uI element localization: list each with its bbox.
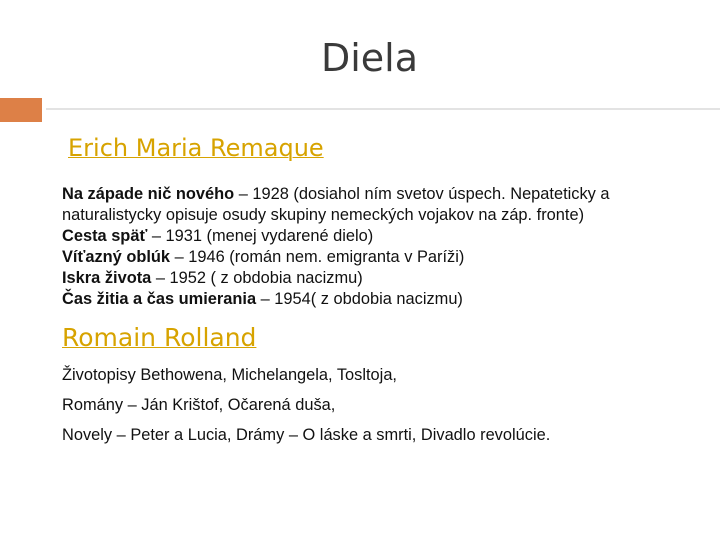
work-desc: – 1952 ( z obdobia nacizmu) bbox=[151, 269, 363, 287]
rolland-line: Novely – Peter a Lucia, Drámy – O láske a smrti, Divadlo revolúcie. bbox=[62, 426, 551, 444]
work-title: Víťazný oblúk bbox=[62, 248, 171, 266]
rolland-line: Životopisy Bethowena, Michelangela, Tosltoja, bbox=[62, 366, 397, 384]
work-item bbox=[62, 205, 610, 226]
work-title: Cesta späť bbox=[62, 227, 148, 245]
work-item bbox=[62, 268, 610, 289]
rolland-heading: Romain Rolland bbox=[62, 323, 257, 352]
work-title: Na západe nič nového bbox=[62, 185, 235, 203]
remarque-works-list bbox=[62, 184, 610, 310]
work-title: Čas žitia a čas umierania bbox=[62, 290, 257, 308]
work-desc: – 1946 (román nem. emigranta v Paríži) bbox=[170, 248, 465, 266]
remarque-heading: Erich Maria Remaque bbox=[68, 134, 324, 162]
rolland-line: Romány – Ján Krištof, Očarená duša, bbox=[62, 396, 336, 414]
slide-title: Diela bbox=[320, 36, 418, 80]
work-desc: – 1954( z obdobia nacizmu) bbox=[256, 290, 463, 308]
accent-bar bbox=[0, 98, 42, 122]
work-desc: naturalistycky opisuje osudy skupiny nemeckých vojakov na záp. fronte) bbox=[62, 206, 585, 224]
work-item bbox=[62, 247, 610, 268]
work-desc: – 1928 (dosiahol ním svetov úspech. Nepateticky a bbox=[234, 185, 610, 203]
work-item bbox=[62, 289, 610, 310]
work-item bbox=[62, 226, 610, 247]
work-title: Iskra života bbox=[62, 269, 152, 287]
work-desc: – 1931 (menej vydarené dielo) bbox=[147, 227, 374, 245]
title-divider bbox=[46, 108, 720, 110]
work-item bbox=[62, 184, 610, 205]
